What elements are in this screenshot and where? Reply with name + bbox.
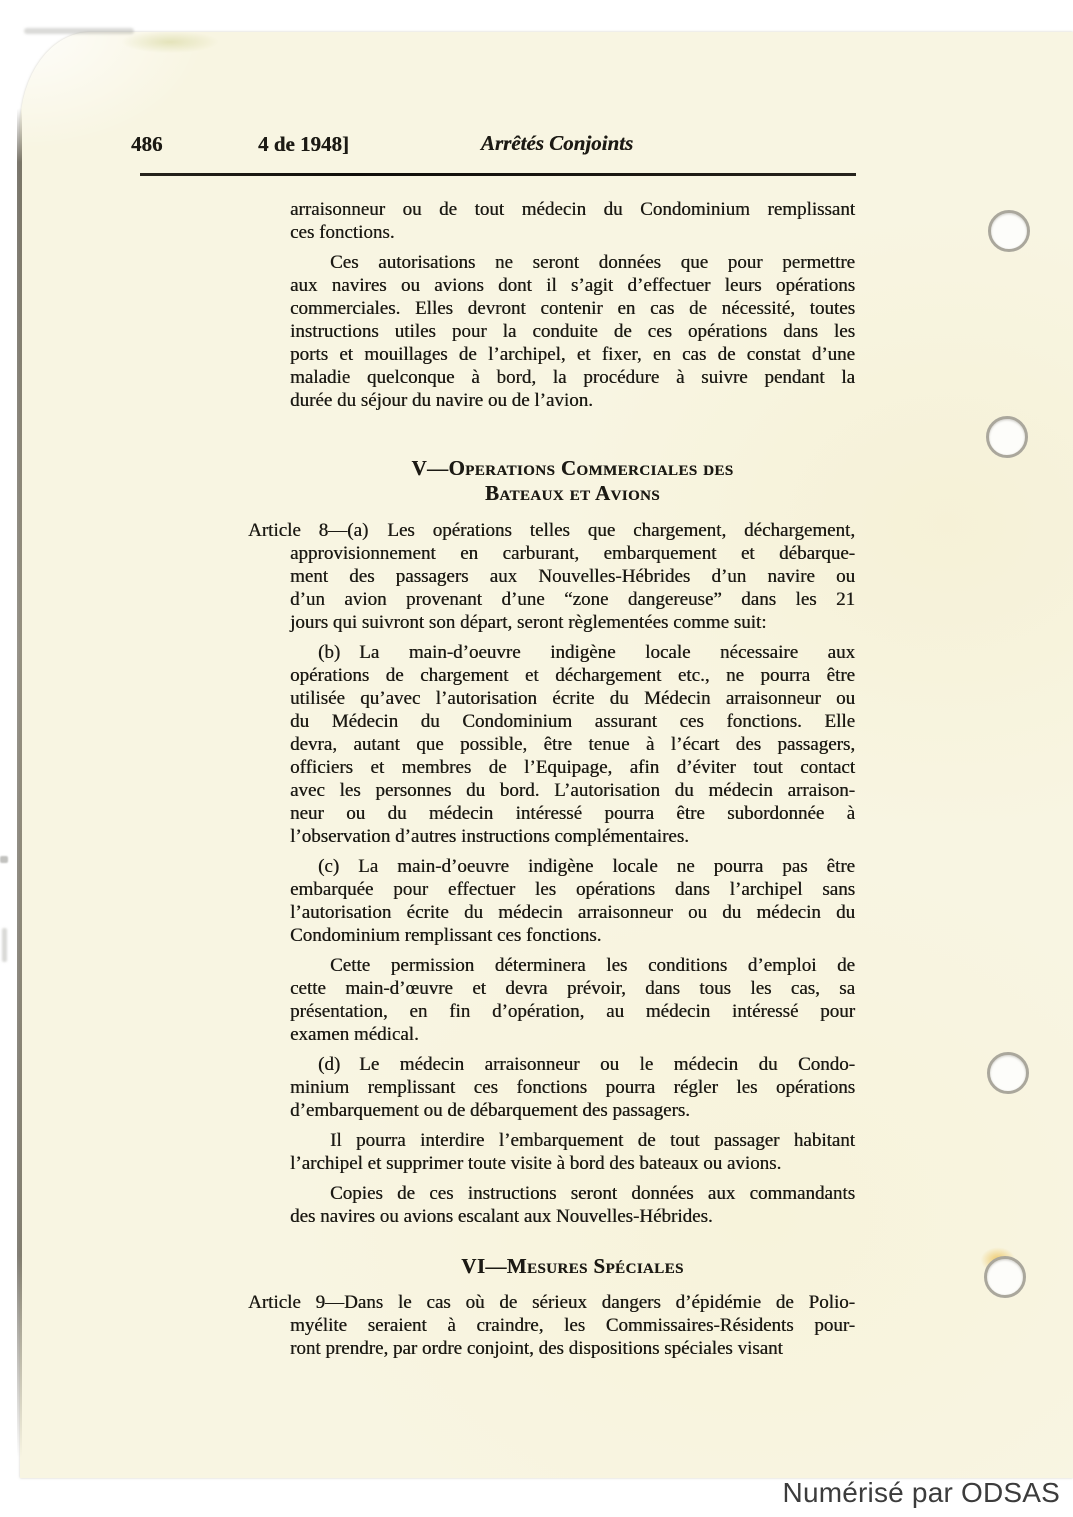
- text-line: Article 8—(a) Les opérations telles que chargement, déchargement,: [248, 520, 855, 541]
- text-line: ment des passagers aux Nouvelles-Hébrides d’un navire ou: [290, 566, 855, 587]
- text-line: jours qui suivront son départ, seront règlementées comme suit:: [290, 612, 767, 633]
- paragraph-continuation: [290, 198, 855, 244]
- punch-hole: [986, 416, 1028, 458]
- paragraph-cette-permission: [290, 954, 855, 1046]
- text-line: embarquée pour effectuer les opérations dans l’archipel sans: [290, 879, 855, 900]
- text-line: l’observation d’autres instructions complémentaires.: [290, 826, 689, 847]
- margin-mark: [2, 928, 7, 962]
- text-line: myélite seraient à craindre, les Commissaires-Résidents pour-: [290, 1315, 855, 1336]
- text-line: commerciales. Elles devront contenir en cas de nécessité, toutes: [290, 298, 855, 319]
- text-line: minium remplissant ces fonctions pourra régler les opérations: [290, 1077, 855, 1098]
- scan-edge-left: [17, 108, 22, 1458]
- journal-title: Arrêtés Conjoints: [480, 131, 634, 155]
- text-line: des navires ou avions escalant aux Nouvelles-Hébrides.: [290, 1206, 713, 1227]
- text-line: Condominium remplissant ces fonctions.: [290, 925, 602, 946]
- text-line: l’archipel et supprimer toute visite à bord des bateaux ou avions.: [290, 1153, 782, 1174]
- text-line: l’autorisation écrite du médecin arraisonneur ou du médecin du: [290, 902, 855, 923]
- text-line: d’un avion provenant d’une “zone dangereuse” dans les 21: [290, 589, 855, 610]
- section-heading-v: [290, 456, 855, 506]
- punch-hole: [988, 210, 1030, 252]
- section-heading-vi: [290, 1254, 855, 1279]
- paragraph-b: [290, 641, 855, 848]
- text-line: du Médecin du Condominium assurant ces fonctions. Elle: [290, 711, 855, 732]
- text-line: Ces autorisations ne seront données que pour permettre: [330, 252, 855, 273]
- text-line: cette main-d’œuvre et devra prévoir, dans tous les cas, sa: [290, 978, 855, 999]
- text-line: Article 9—Dans le cas où de sérieux dangers d’épidémie de Polio-: [248, 1292, 855, 1313]
- text-line: (b) La main-d’oeuvre indigène locale nécessaire aux: [318, 642, 855, 663]
- paragraph-copies: [290, 1182, 855, 1228]
- punch-hole: [987, 1052, 1029, 1094]
- text-line: VI—Mesures Spéciales: [461, 1254, 684, 1278]
- header-rule: [140, 173, 856, 176]
- text-line: examen médical.: [290, 1024, 419, 1045]
- paragraph-ces-autorisations: [290, 251, 855, 412]
- scan-smudge-top: [24, 28, 134, 34]
- text-line: utilisée qu’avec l’autorisation écrite du Médecin arraisonneur ou: [290, 688, 855, 709]
- digitization-watermark: Numérisé par ODSAS: [782, 1477, 1060, 1508]
- text-line: présentation, en fin d’opération, au médecin intéressé pour: [290, 1001, 855, 1022]
- paragraph-il-pourra: [290, 1129, 855, 1175]
- paragraph-d: [290, 1053, 855, 1122]
- text-line: durée du séjour du navire ou de l’avion.: [290, 390, 593, 411]
- text-line: instructions utiles pour la conduite de ces opérations dans les: [290, 321, 855, 342]
- text-line: Copies de ces instructions seront données aux commandants: [330, 1183, 855, 1204]
- text-line: devra, autant que possible, être tenue à l’écart des passagers,: [290, 734, 855, 755]
- text-line: ports et mouillages de l’archipel, et fixer, en cas de constat d’une: [290, 344, 855, 365]
- text-line: Il pourra interdire l’embarquement de tout passager habitant: [330, 1130, 855, 1151]
- article-8: [248, 519, 855, 634]
- text-line: arraisonneur ou de tout médecin du Condominium remplissant: [290, 199, 855, 220]
- text-line: opérations de chargement et déchargement etc., ne pourra être: [290, 665, 855, 686]
- margin-mark: [0, 856, 8, 863]
- text-line: Cette permission déterminera les conditions d’emploi de: [330, 955, 855, 976]
- text-line: (d) Le médecin arraisonneur ou le médecin du Condo-: [318, 1054, 855, 1075]
- article-9: [248, 1291, 855, 1360]
- paper-sheet: [20, 32, 1073, 1478]
- text-line: Bateaux et Avions: [484, 481, 661, 505]
- text-line: neur ou du médecin intéressé pourra être subordonnée à: [290, 803, 855, 824]
- text-line: maladie quelconque à bord, la procédure à suivre pendant la: [290, 367, 855, 388]
- text-line: (c) La main-d’oeuvre indigène locale ne pourra pas être: [318, 856, 855, 877]
- text-line: avec les personnes du bord. L’autorisation du médecin arraison-: [290, 780, 855, 801]
- text-line: ront prendre, par ordre conjoint, des dispositions spéciales visant: [290, 1338, 783, 1359]
- text-column: [248, 198, 855, 1367]
- text-line: V—Operations Commerciales des: [411, 456, 734, 480]
- text-line: aux navires ou avions dont il s’agit d’effectuer leurs opérations: [290, 275, 855, 296]
- punch-hole: [984, 1256, 1026, 1298]
- paragraph-c: [290, 855, 855, 947]
- text-line: d’embarquement ou de débarquement des passagers.: [290, 1100, 690, 1121]
- text-line: ces fonctions.: [290, 222, 395, 243]
- issue-reference: 4 de 1948]: [258, 132, 349, 156]
- text-line: approvisionnement en carburant, embarquement et débarque-: [290, 543, 855, 564]
- page-number: 486: [131, 132, 163, 156]
- text-line: officiers et membres de l’Equipage, afin d’éviter tout contact: [290, 757, 855, 778]
